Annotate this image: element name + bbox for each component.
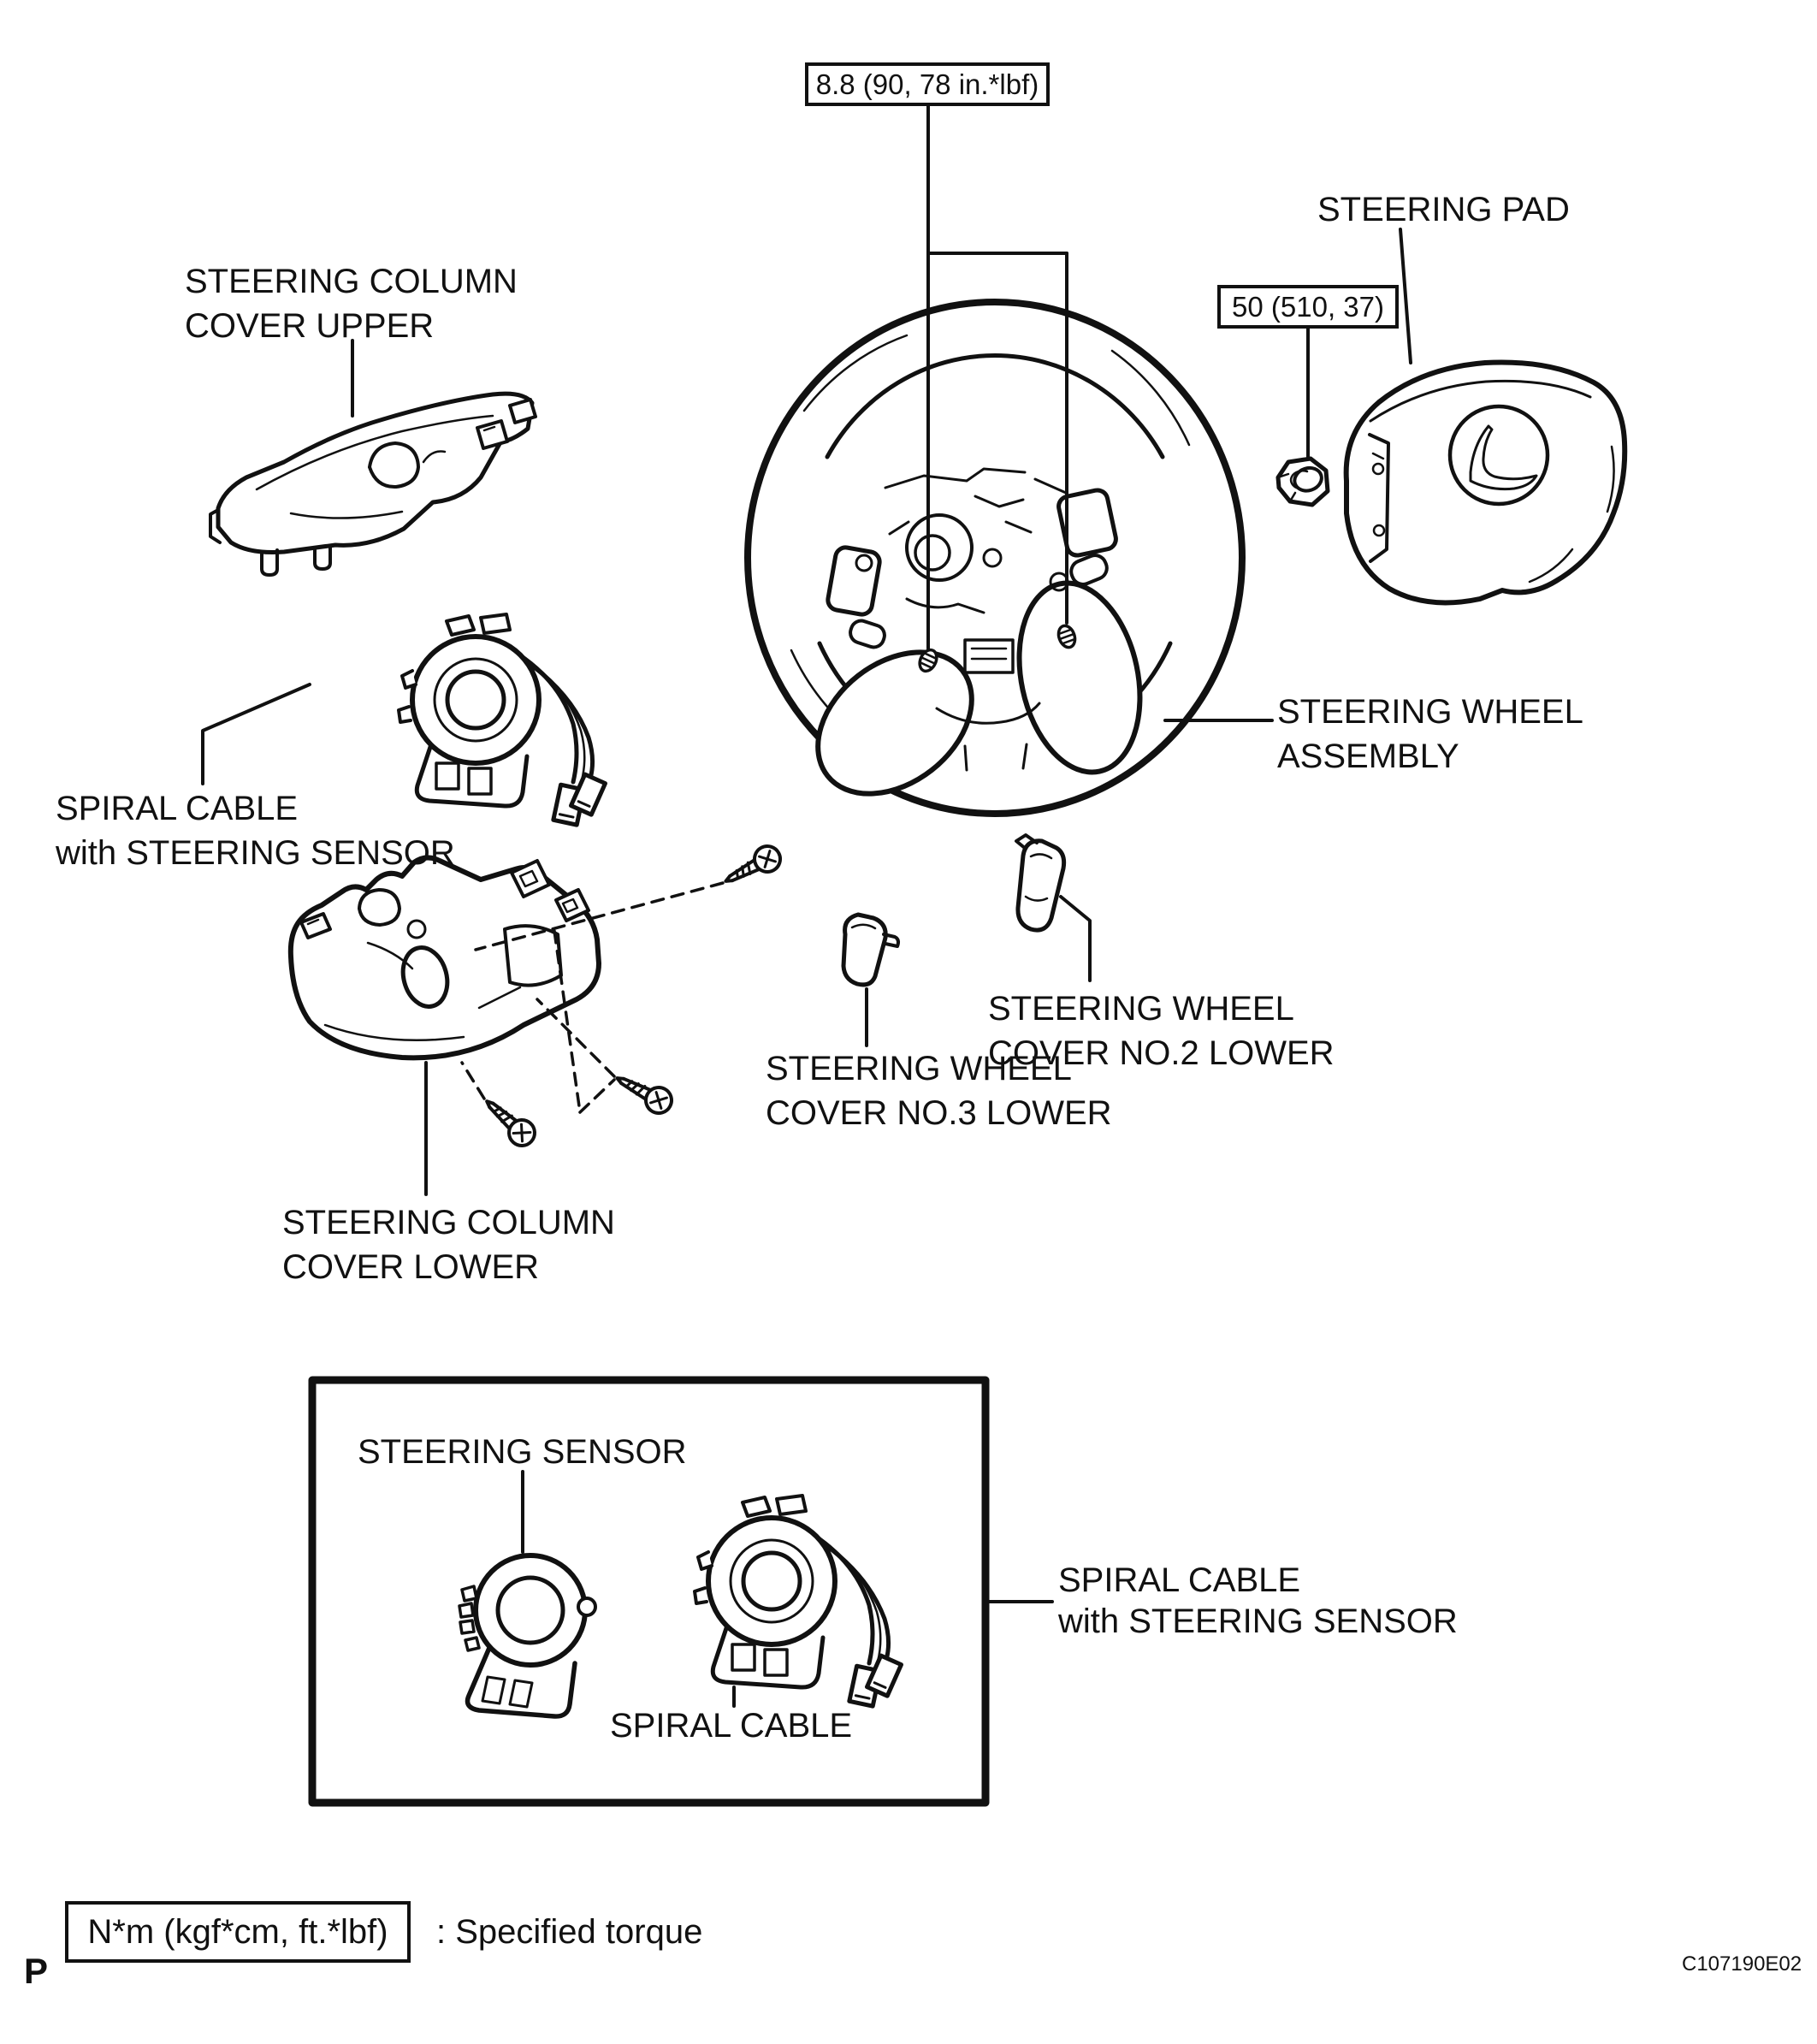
screw-icon	[478, 1092, 540, 1151]
label-wheel-assembly-line1: STEERING WHEEL	[1277, 693, 1583, 731]
torque-legend	[67, 1903, 702, 1961]
label-cover-no2-line2: COVER NO.2 LOWER	[988, 1034, 1335, 1072]
legend-meaning: : Specified torque	[436, 1913, 703, 1951]
label-column-cover-lower-line2: COVER LOWER	[282, 1248, 540, 1286]
label-steering-pad: STEERING PAD	[1317, 191, 1570, 228]
torque-callout-wheel-nut	[1219, 287, 1397, 327]
torque-value-wheel-nut: 50 (510, 37)	[1232, 291, 1384, 323]
label-column-cover-upper-line2: COVER UPPER	[185, 307, 435, 345]
label-cover-no3-line2: COVER NO.3 LOWER	[766, 1094, 1112, 1132]
steering-wheel-nut-part	[1278, 459, 1328, 505]
steering-wheel-assembly-part	[748, 302, 1242, 823]
label-spiral-cable-line2: with STEERING SENSOR	[56, 834, 455, 872]
steering-column-cover-upper-part	[210, 394, 536, 575]
label-inset-spiral-cable: SPIRAL CABLE	[610, 1707, 853, 1745]
spiral-cable-with-sensor-part	[399, 614, 606, 825]
label-spiral-cable-line1: SPIRAL CABLE	[56, 790, 299, 827]
label-column-cover-lower-line1: STEERING COLUMN	[282, 1204, 615, 1241]
figure-code: C107190E02	[1682, 1952, 1802, 1976]
label-wheel-assembly-line2: ASSEMBLY	[1277, 738, 1459, 775]
label-cover-no2-line1: STEERING WHEEL	[988, 990, 1294, 1028]
page-marker: P	[24, 1951, 49, 1991]
screw-icon	[611, 1067, 676, 1117]
label-column-cover-upper-line1: STEERING COLUMN	[185, 263, 518, 300]
screw-icon	[719, 842, 784, 892]
label-inset-steering-sensor: STEERING SENSOR	[358, 1433, 687, 1471]
steering-wheel-cover-no3-part	[843, 915, 898, 985]
steering-wheel-cover-no2-part	[1016, 835, 1064, 930]
torque-value-pad-bolts: 8.8 (90, 78 in.*lbf)	[815, 68, 1039, 100]
legend-symbol: N*m (kgf*cm, ft.*lbf)	[87, 1913, 388, 1951]
label-inset-callout-line2: with STEERING SENSOR	[1058, 1603, 1458, 1640]
label-inset-callout-line1: SPIRAL CABLE	[1058, 1561, 1301, 1599]
steering-column-cover-lower-part	[291, 857, 599, 1058]
torque-callout-pad-bolts	[807, 64, 1048, 104]
label-cover-no3-line1: STEERING WHEEL	[766, 1050, 1072, 1087]
steering-pad-part	[1346, 362, 1625, 602]
